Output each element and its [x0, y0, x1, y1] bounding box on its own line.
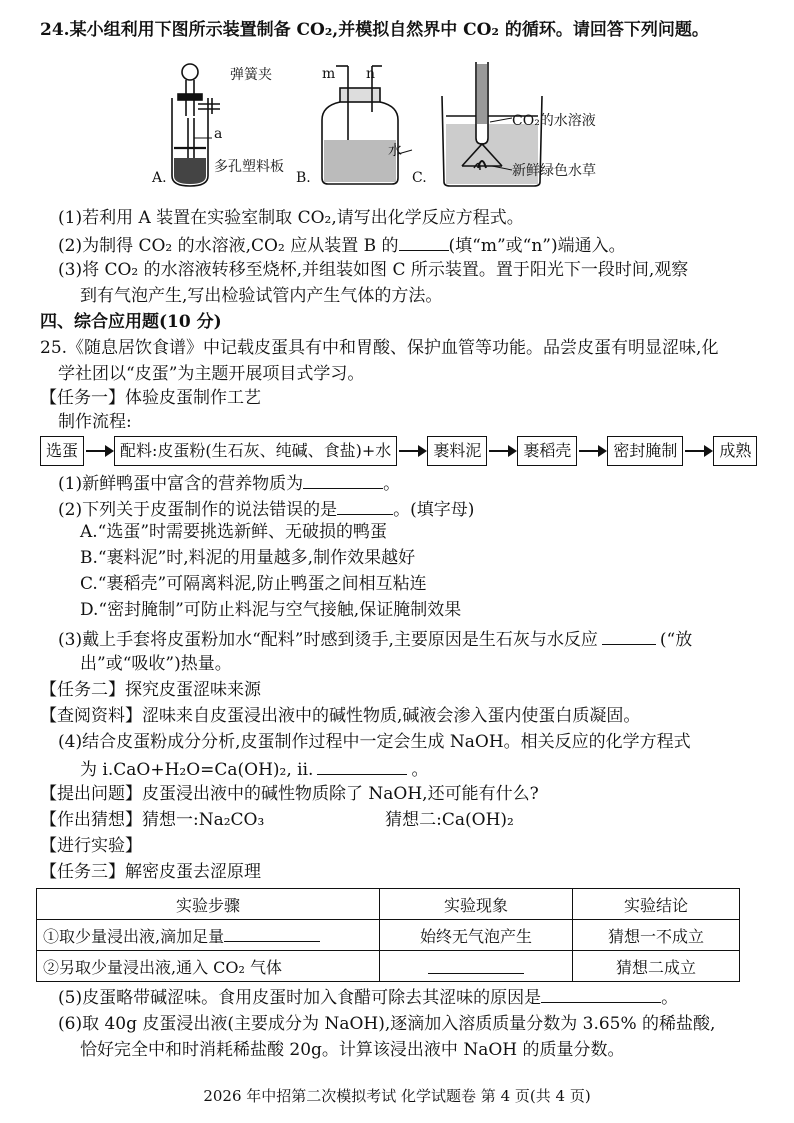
label-water: 水 — [388, 143, 402, 159]
flow-step-6: 成熟 — [713, 436, 757, 466]
answer-blank-choice[interactable] — [337, 496, 393, 515]
label-water-plant: 新鲜绿色水草 — [512, 163, 596, 179]
label-a: A. — [152, 170, 167, 186]
table-header: 实验步骤 — [37, 889, 380, 920]
conduct-experiment: 【进行实验】 — [40, 836, 142, 856]
answer-blank-reagent[interactable] — [224, 923, 320, 942]
apparatus-figure — [150, 58, 630, 188]
option-a: A.“选蛋”时需要挑选新鲜、无破损的鸭蛋 — [80, 522, 388, 542]
q25-sub4-line1: (4)结合皮蛋粉成分分析,皮蛋制作过程中一定会生成 NaOH。相关反应的化学方程式 — [58, 732, 691, 752]
flow-arrow-icon — [86, 450, 112, 452]
answer-blank-2[interactable] — [399, 232, 449, 251]
answer-blank-heat[interactable] — [602, 626, 656, 645]
table-cell-phenomenon — [380, 951, 573, 982]
q25-sub1 — [58, 470, 400, 496]
flow-step-3: 裹料泥 — [427, 436, 487, 466]
q24-part1: (1)若利用 A 装置在实验室制取 CO₂,请写出化学反应方程式。 — [58, 208, 524, 228]
q25-sub2-end: 。(填字母) — [393, 500, 475, 520]
option-d: D.“密封腌制”可防止料泥与空气接触,保证腌制效果 — [80, 600, 462, 620]
q25-sub5 — [58, 984, 678, 1010]
q25-intro-line2: 学社团以“皮蛋”为主题开展项目式学习。 — [58, 364, 365, 384]
option-b: B.“裹料泥”时,料泥的用量越多,制作效果越好 — [80, 548, 416, 568]
q25-sub2 — [58, 496, 474, 522]
flow-step-4: 裹稻壳 — [517, 436, 577, 466]
answer-blank-nutrient[interactable] — [303, 470, 383, 489]
q24-stem: 24.某小组利用下图所示装置制备 CO₂,并模拟自然界中 CO₂ 的循环。请回答下列问题。 — [40, 20, 709, 40]
label-m: m — [322, 66, 336, 82]
q25-intro-line1: 25.《随息居饮食谱》中记载皮蛋具有中和胃酸、保护血管等功能。品尝皮蛋有明显涩味,化 — [40, 338, 719, 358]
raise-question: 【提出问题】皮蛋浸出液中的碱性物质除了 NaOH,还可能有什么? — [40, 784, 539, 804]
task3-heading: 【任务三】解密皮蛋去涩原理 — [40, 862, 261, 882]
q25-sub3-text: (3)戴上手套将皮蛋粉加水“配料”时感到烫手,主要原因是生石灰与水反应 — [58, 630, 598, 650]
q25-sub3-mid: (“放 — [659, 630, 693, 650]
q25-sub3-line2: 出”或“吸收”)热量。 — [80, 654, 232, 674]
table-cell-step — [37, 920, 380, 951]
table-row — [37, 920, 740, 951]
table-cell-phenomenon: 始终无气泡产生 — [380, 920, 573, 951]
flow-arrow-icon — [685, 450, 711, 452]
q24-part2-end: (填“m”或“n”)端通入。 — [448, 236, 626, 256]
label-b: B. — [296, 170, 311, 186]
answer-blank-phenomenon[interactable] — [428, 955, 524, 974]
table-cell-conclusion: 猜想一不成立 — [573, 920, 740, 951]
table-header: 实验现象 — [380, 889, 573, 920]
table-header: 实验结论 — [573, 889, 740, 920]
label-c: C. — [412, 170, 427, 186]
hypotheses — [40, 808, 514, 832]
q24-part2-text: (2)为制得 CO₂ 的水溶液,CO₂ 应从装置 B 的 — [58, 236, 399, 256]
q25-sub1-end: 。 — [383, 474, 401, 494]
table-cell-conclusion: 猜想二成立 — [573, 951, 740, 982]
section-title: 四、综合应用题(10 分) — [40, 312, 222, 332]
q24-part2 — [58, 232, 626, 258]
label-n: n — [366, 66, 376, 82]
q24-part3-line1: (3)将 CO₂ 的水溶液转移至烧杯,并组装如图 C 所示装置。置于阳光下一段时间,观察 — [58, 260, 689, 280]
flow-arrow-icon — [579, 450, 605, 452]
table-header-row — [37, 889, 740, 920]
table-row — [37, 951, 740, 982]
q25-sub4-line2 — [80, 756, 428, 782]
flow-arrow-icon — [399, 450, 425, 452]
option-c: C.“裹稻壳”可隔离料泥,防止鸭蛋之间相互粘连 — [80, 574, 427, 594]
reference-material: 【查阅资料】涩味来自皮蛋浸出液中的碱性物质,碱液会渗入蛋内使蛋白质凝固。 — [40, 706, 641, 726]
flow-step-2: 配料:皮蛋粉(生石灰、纯碱、食盐)+水 — [114, 436, 397, 466]
answer-blank-equation[interactable] — [317, 756, 407, 775]
q25-sub2-text: (2)下列关于皮蛋制作的说法错误的是 — [58, 500, 338, 520]
flow-step-1: 选蛋 — [40, 436, 84, 466]
step-1-text: ①取少量浸出液,滴加足量 — [43, 927, 225, 946]
q25-sub4-end: 。 — [411, 760, 429, 780]
hypothesis-1: 【作出猜想】猜想一:Na₂CO₃ — [40, 810, 265, 830]
q25-sub4-text: 为 ⅰ.CaO+H₂O=Ca(OH)₂, ⅱ. — [80, 760, 314, 780]
page-footer: 2026 年中招第二次模拟考试 化学试题卷 第 4 页(共 4 页) — [203, 1087, 591, 1105]
table-cell-step: ②另取少量浸出液,通入 CO₂ 气体 — [37, 951, 380, 982]
label-co2-solution: CO₂的水溶液 — [512, 113, 596, 129]
answer-blank-vinegar[interactable] — [541, 984, 661, 1003]
experiment-table — [36, 888, 740, 982]
production-flow — [40, 435, 752, 467]
apparatus-a — [172, 64, 223, 186]
label-spring-clip: 弹簧夹 — [230, 67, 272, 83]
hypothesis-2: 猜想二:Ca(OH)₂ — [385, 810, 514, 830]
flow-step-5: 密封腌制 — [607, 436, 683, 466]
q25-sub6-line1: (6)取 40g 皮蛋浸出液(主要成分为 NaOH),逐滴加入溶质质量分数为 3.65% 的稀盐酸, — [58, 1014, 716, 1034]
task1-heading: 【任务一】体验皮蛋制作工艺 — [40, 388, 261, 408]
q25-sub6-line2: 恰好完全中和时消耗稀盐酸 20g。计算该浸出液中 NaOH 的质量分数。 — [80, 1040, 625, 1060]
q25-sub1-text: (1)新鲜鸭蛋中富含的营养物质为 — [58, 474, 304, 494]
task2-heading: 【任务二】探究皮蛋涩味来源 — [40, 680, 261, 700]
apparatus-b — [322, 66, 412, 184]
label-point-a: a — [214, 126, 223, 142]
flow-label: 制作流程: — [58, 412, 132, 432]
q25-sub5-text: (5)皮蛋略带碱涩味。食用皮蛋时加入食醋可除去其涩味的原因是 — [58, 988, 542, 1008]
q25-sub5-end: 。 — [661, 988, 679, 1008]
flow-arrow-icon — [489, 450, 515, 452]
q25-sub3-line1 — [58, 626, 692, 652]
label-porous-plate: 多孔塑料板 — [214, 159, 284, 175]
q24-part3-line2: 到有气泡产生,写出检验试管内产生气体的方法。 — [80, 286, 443, 306]
